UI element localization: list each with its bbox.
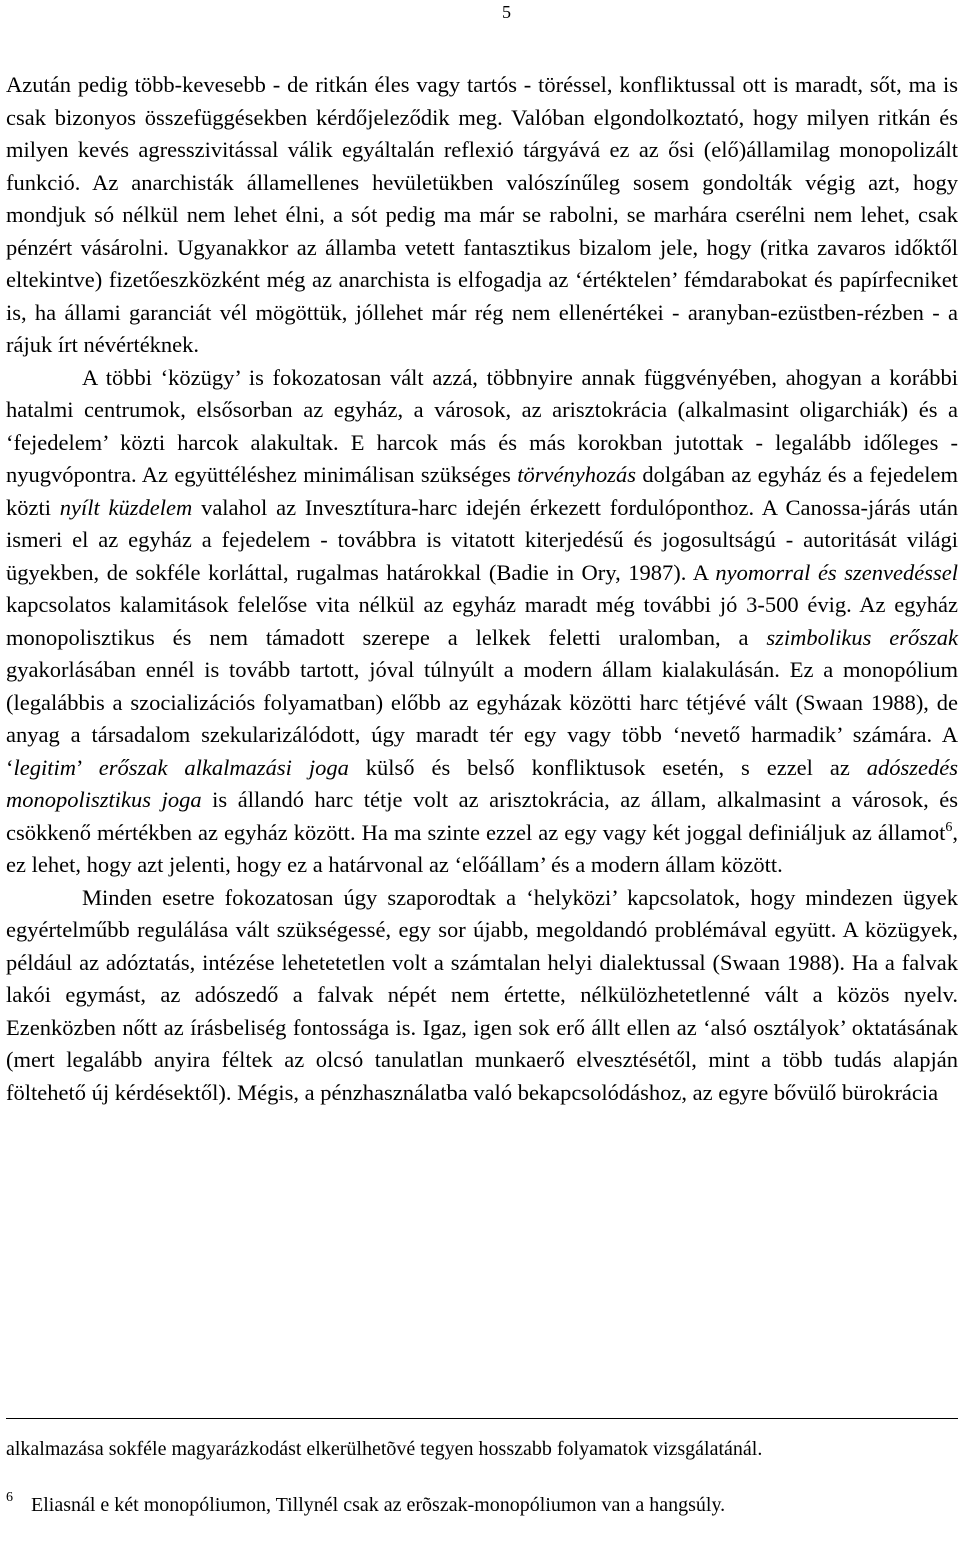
- text-run: dolgában az egyház és a fejedelem közti: [6, 462, 958, 520]
- footnote-continuation: alkalmazása sokféle magyarázkodást elkerülhetõvé tegyen hosszabb folyamatok vizsgálatánál.: [6, 1438, 763, 1460]
- text-run: ’: [76, 754, 99, 780]
- italic-phrase: szimbolikus erőszak: [766, 624, 959, 650]
- text-run: Minden esetre fokozatosan úgy szaporodtak a ‘helyközi’ kapcsolatok, hogy mindezen ügyek egyértelműbb regulálása vált szükségessé, egy sor újabb, megoldandó problémával együtt. A közügyek, például az adóztatás, intézése lehetetetlen volt a számtalan helyi dialektussal (Swaan 1988). Ha a falvak lakói egymást, az adószedő a falvak népét nem értette, nélkülözhetetlenné vált a közös nyelv. Ezenközben nőtt az írásbeliség fontossága is. Igaz, igen sok erő állt ellen az ‘alsó osztályok’ oktatásának (mert legalább anyira féltek az olcsó tanulatlan munkaerő elvesztésétől, mint a több tudás alapján föltehető új kérdésektől). Mégis, a pénzhasználatba való bekapcsolódáshoz, az egyre bővülő bürokrácia: [6, 884, 958, 1105]
- italic-phrase: törvényhozás: [517, 462, 636, 487]
- footnote-ref: 6: [945, 819, 953, 835]
- text-run: A többi ‘közügy’ is fokozatosan vált azzá, többnyire annak függvényében, ahogyan a korábbi hatalmi centrumok, elsősorban az egyház, a városok, az arisztokrácia (alkalmasint oligarchiák) és a ‘fejedelem’ közti harcok alakultak. E harcok más és más korokban jutottak - legalább időleges - nyugvópontra. Az együttéléshez minimálisan szükséges: [6, 364, 958, 487]
- footnote-6: [6, 1490, 958, 1520]
- text-run: gyakorlásában ennél is tovább tartott, jóval túlnyúlt a modern állam kialakulásán. Ez a monopólium (legalábbis a szocializációs folyamatban) előbb az egyházak közötti harc tétjévé vált (Swaan 1988), de anyag a társadalom szekularizálódott, úgy maradt tér egy vagy több ‘nevető harmadik’ számára. A ‘: [6, 657, 958, 780]
- paragraph: [6, 882, 958, 1110]
- footnotes: [6, 1434, 958, 1520]
- text-run: Azután pedig több-kevesebb - de ritkán éles vagy tartós - töréssel, konfliktussal ott is maradt, sőt, ma is csak bizonyos összefüggésekben kérdőjeleződik meg. Valóban elgondolkoztató, hogy milyen ritkán és milyen kevés agresszivitással válik egyáltalán reflexió tárgyává ez az ősi (elő)államilag monopolizált funkció. Az anarchisták államellenes hevületükben valószínűleg sosem gondolták végig azt, hogy mondjuk só nélkül nem lehet élni, a sót pedig ma már se rabolni, se marhára cserélni nem lehet, csak pénzért vásárolni. Ugyanakkor az államba vetett fantasztikus bizalom jele, hogy (ritka zavaros időktől eltekintve) fizetőeszközként még az anarchista is elfogadja az ‘értéktelen’ fémdarabokat és papírfecniket is, ha állami garanciát vél mögöttük, jóllehet már rég nem ellenértékei - aranyban-ezüstben-rézben - a rájuk írt névértéknek.: [6, 72, 958, 357]
- text-run: , ez lehet, hogy azt jelenti, hogy ez a határvonal az ‘előállam’ és a modern állam között.: [6, 819, 958, 877]
- footnote-6-text: Eliasnál e két monopóliumon, Tillynél csak az erõszak-monopóliumon van a hangsúly.: [31, 1494, 726, 1516]
- italic-phrase: erőszak alkalmazási joga: [98, 754, 349, 780]
- page-number: 5: [502, 2, 511, 22]
- italic-phrase: adószedés monopolisztikus joga: [6, 754, 959, 812]
- italic-phrase: nyomorral és szenvedéssel: [715, 559, 958, 585]
- italic-phrase: nyílt küzdelem: [59, 494, 193, 520]
- paragraph: [6, 362, 958, 882]
- footnote-separator: [6, 1418, 958, 1419]
- footnote-6-number: 6: [6, 1490, 13, 1505]
- italic-phrase: legitim: [13, 754, 76, 780]
- body-text: [6, 69, 958, 1109]
- text-run: is állandó harc tétje volt az arisztokrácia, az állam, alkalmasint a városok, és csökkenő mértékben az egyház között. Ha ma szinte ezzel az egy vagy két joggal definiáljuk az államot: [6, 787, 958, 845]
- text-run: kapcsolatos kalamitások felelőse vita nélkül az egyház maradt még további jó 3-500 évig. Az egyház monopolisztikus és nem támadott szerepe a lelkek feletti uralomban, a: [6, 592, 958, 650]
- text-run: valahol az Invesztítura-harc idején érkezett fordulóponthoz. A Canossa-járás után ismeri el az egyház a fejedelem - továbbra is vitatott kiterjedésű és jogosultságú - autoritását világi ügyekben, de sokféle korláttal, rugalmas határokkal (Badie in Ory, 1987). A: [6, 494, 958, 585]
- text-run: külső és belső konfliktusok esetén, s ezzel az: [348, 754, 867, 780]
- paragraph: [6, 69, 958, 362]
